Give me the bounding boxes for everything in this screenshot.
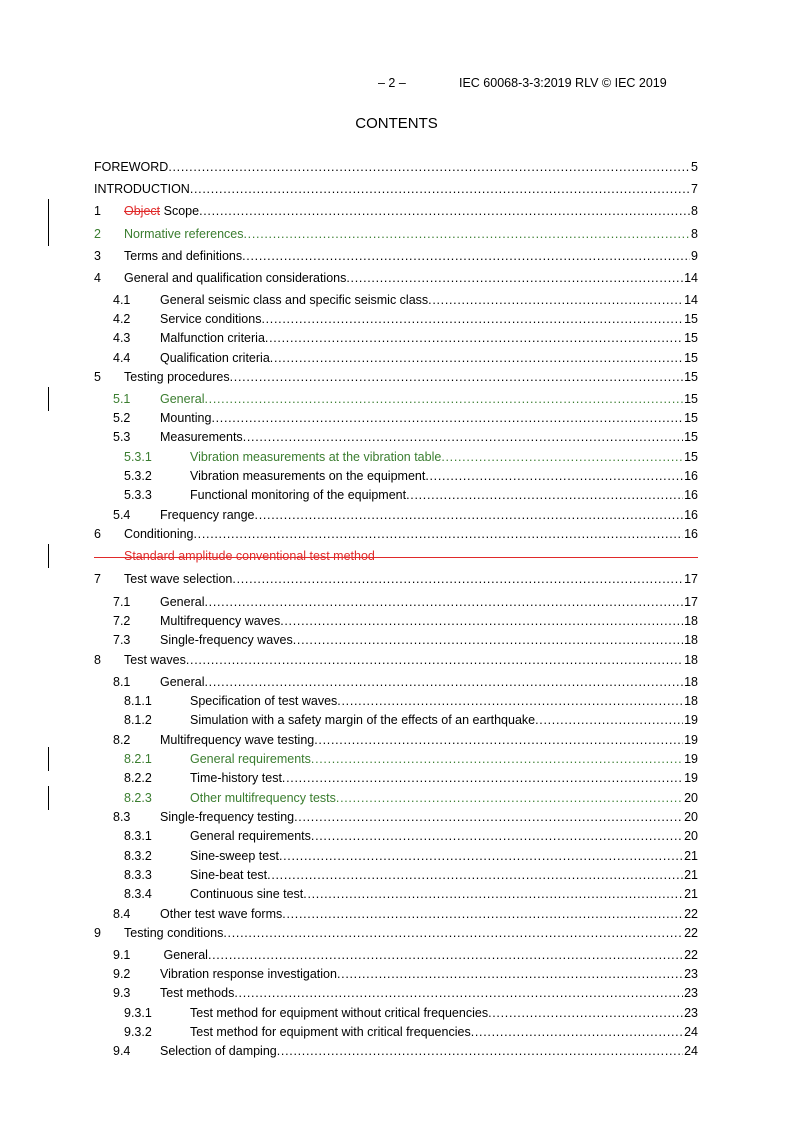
- toc-entry-title: Frequency range: [160, 508, 255, 522]
- leader-dots: [428, 292, 683, 308]
- toc-entry-title: General seismic class and specific seismic class: [160, 293, 429, 307]
- toc-entry-title: Test methods: [160, 986, 235, 1000]
- toc-entry[interactable]: [94, 410, 698, 426]
- toc-entry[interactable]: [94, 712, 698, 728]
- leader-dots: [282, 770, 683, 786]
- toc-entry-number: 8.1.2: [124, 713, 152, 727]
- leader-dots: [425, 468, 683, 484]
- toc-entry-title: Functional monitoring of the equipment: [190, 488, 407, 502]
- leader-dots: [255, 507, 684, 523]
- toc-entry-title: Single-frequency testing: [160, 810, 295, 824]
- toc-entry[interactable]: [94, 571, 698, 587]
- toc-entry-page: 5: [691, 160, 698, 174]
- leader-dots: [488, 1005, 683, 1021]
- toc-entry-page: 18: [684, 614, 698, 628]
- toc-entry-title: Normative references: [124, 227, 244, 241]
- toc-entry[interactable]: [94, 292, 698, 308]
- toc-entry[interactable]: [94, 751, 698, 767]
- toc-entry-page: 22: [684, 926, 698, 940]
- leader-dots: [336, 790, 683, 806]
- leader-dots: [280, 613, 683, 629]
- leader-dots: [204, 674, 683, 690]
- leader-dots: [337, 966, 683, 982]
- toc-entry-page: 18: [684, 653, 698, 667]
- toc-entry-page: 7: [691, 182, 698, 196]
- toc-entry-title: Terms and definitions: [124, 249, 243, 263]
- toc-entry-page: 15: [684, 430, 698, 444]
- toc-entry-title: Other multifrequency tests: [190, 791, 336, 805]
- toc-entry-page: 16: [684, 488, 698, 502]
- change-bar: [48, 786, 49, 810]
- change-bar: [48, 747, 49, 771]
- toc-entry-page: 17: [684, 572, 698, 586]
- toc-entry[interactable]: [94, 867, 698, 883]
- toc-entry[interactable]: [94, 947, 698, 963]
- toc-entry-title: Vibration response investigation: [160, 967, 337, 981]
- toc-entry-title: Vibration measurements at the vibration table: [190, 450, 442, 464]
- toc-entry-number: 8.3.2: [124, 849, 152, 863]
- toc-entry[interactable]: [94, 790, 698, 806]
- toc-entry-number: 5.3.2: [124, 469, 152, 483]
- toc-entry-title: General: [160, 675, 205, 689]
- toc-entry-number: 8.3.3: [124, 868, 152, 882]
- toc-entry-title: Simulation with a safety margin of the effects of an earthquake: [190, 713, 536, 727]
- toc-entry-number: 8.3: [113, 810, 131, 824]
- toc-entry-title: Multifrequency waves: [160, 614, 281, 628]
- toc-entry[interactable]: [94, 468, 698, 484]
- toc-entry[interactable]: [94, 693, 698, 709]
- toc-entry[interactable]: [94, 248, 698, 264]
- leader-dots: [277, 1043, 683, 1059]
- toc-entry-number: 5.1: [113, 392, 131, 406]
- change-bar: [48, 199, 49, 223]
- toc-entry-number: 2: [94, 227, 101, 241]
- leader-dots: [242, 248, 690, 264]
- toc-entry-page: 15: [684, 411, 698, 425]
- toc-entry[interactable]: [94, 203, 698, 219]
- toc-entry[interactable]: [94, 906, 698, 922]
- toc-entry-title: Specification of test waves: [190, 694, 338, 708]
- toc-entry-number: 3: [94, 249, 101, 263]
- toc-entry[interactable]: [94, 1043, 698, 1059]
- toc-entry[interactable]: [94, 1005, 698, 1021]
- toc-entry-deleted-word: Object: [124, 204, 161, 218]
- toc-entry-title: Test waves: [124, 653, 186, 667]
- toc-entry[interactable]: [94, 966, 698, 982]
- toc-entry-number: 9.3.2: [124, 1025, 152, 1039]
- toc-entry-page: 23: [684, 1006, 698, 1020]
- toc-entry-number: 4.3: [113, 331, 131, 345]
- toc-entry-number: 9.3.1: [124, 1006, 152, 1020]
- toc-entry-title: Test wave selection: [124, 572, 233, 586]
- header-document-reference: IEC 60068-3-3:2019 RLV © IEC 2019: [459, 76, 667, 90]
- toc-entry-number: 8.2: [113, 733, 131, 747]
- toc-entry-title: Multifrequency wave testing: [160, 733, 315, 747]
- toc-entry-number: 8.2.2: [124, 771, 152, 785]
- toc-entry-number: 8.3.1: [124, 829, 152, 843]
- toc-entry-title: FOREWORD: [94, 160, 169, 174]
- leader-dots: [303, 886, 683, 902]
- toc-entry-page: 21: [684, 868, 698, 882]
- toc-entry-page: 24: [684, 1044, 698, 1058]
- toc-entry-title: Selection of damping: [160, 1044, 277, 1058]
- toc-entry-number: 5: [94, 370, 101, 384]
- leader-dots: [406, 487, 683, 503]
- toc-entry-page: 22: [684, 948, 698, 962]
- leader-dots: [294, 809, 683, 825]
- toc-entry-number: 9.4: [113, 1044, 131, 1058]
- toc-entry[interactable]: [94, 828, 698, 844]
- toc-entry-page: 18: [684, 633, 698, 647]
- leader-dots: [311, 751, 683, 767]
- toc-entry-page: 21: [684, 849, 698, 863]
- leader-dots: [199, 203, 690, 219]
- toc-entry-page: 19: [684, 771, 698, 785]
- toc-entry[interactable]: [94, 159, 698, 175]
- toc-entry-page: 23: [684, 967, 698, 981]
- toc-entry-page: 16: [684, 508, 698, 522]
- leader-dots: [265, 330, 683, 346]
- toc-entry-title: General: [160, 595, 205, 609]
- toc-entry[interactable]: [94, 732, 698, 748]
- leader-dots: [441, 449, 683, 465]
- leader-dots: [311, 828, 683, 844]
- toc-entry[interactable]: [94, 985, 698, 1001]
- toc-entry-page: 20: [684, 810, 698, 824]
- leader-dots: [204, 594, 683, 610]
- toc-entry-number: 7.3: [113, 633, 131, 647]
- toc-entry[interactable]: [94, 613, 698, 629]
- toc-entry-number: 1: [94, 204, 101, 218]
- toc-entry-page: 15: [684, 370, 698, 384]
- toc-entry[interactable]: [94, 369, 698, 385]
- header-page-number: – 2 –: [378, 76, 406, 90]
- leader-dots: [168, 159, 690, 175]
- toc-entry[interactable]: [94, 181, 698, 197]
- toc-entry-number: 7.1: [113, 595, 131, 609]
- toc-entry-page: 17: [684, 595, 698, 609]
- toc-entry-page: 18: [684, 694, 698, 708]
- toc-entry-title: Test method for equipment without critical frequencies: [190, 1006, 489, 1020]
- leader-dots: [346, 270, 683, 286]
- toc-entry-number: 5.3.1: [124, 450, 152, 464]
- toc-entry-number: 4.4: [113, 351, 131, 365]
- toc-entry-title: Other test wave forms: [160, 907, 283, 921]
- toc-entry-title: Conditioning: [124, 527, 194, 541]
- toc-entry[interactable]: [94, 1024, 698, 1040]
- toc-entry[interactable]: [94, 429, 698, 445]
- toc-entry[interactable]: [94, 809, 698, 825]
- toc-entry-page: 22: [684, 907, 698, 921]
- toc-entry-title: Testing procedures: [124, 370, 230, 384]
- toc-entry-page: 15: [684, 351, 698, 365]
- toc-entry-title: Malfunction criteria: [160, 331, 265, 345]
- toc-entry-number: 8.3.4: [124, 887, 152, 901]
- toc-entry-page: 15: [684, 392, 698, 406]
- toc-entry[interactable]: [94, 526, 698, 542]
- toc-entry-number: 7.2: [113, 614, 131, 628]
- toc-entry-title: Mounting: [160, 411, 212, 425]
- leader-dots: [261, 311, 683, 327]
- toc-entry[interactable]: [94, 925, 698, 941]
- toc-entry-page: 14: [684, 271, 698, 285]
- leader-dots: [244, 226, 691, 242]
- leader-dots: [204, 391, 683, 407]
- toc-entry-number: 6: [94, 527, 101, 541]
- toc-entry-page: 19: [684, 733, 698, 747]
- toc-entry-page: 15: [684, 450, 698, 464]
- leader-dots: [194, 526, 684, 542]
- toc-entry[interactable]: [94, 311, 698, 327]
- leader-dots: [234, 985, 683, 1001]
- leader-dots: [230, 369, 683, 385]
- change-bar: [48, 544, 49, 568]
- toc-entry-number: 8.1.1: [124, 694, 152, 708]
- toc-entry[interactable]: [94, 449, 698, 465]
- toc-entry-number: 5.3.3: [124, 488, 152, 502]
- leader-dots: [471, 1024, 683, 1040]
- toc-entry[interactable]: [94, 391, 698, 407]
- toc-entry-number: 8.2.3: [124, 791, 152, 805]
- toc-entry-title: General: [160, 948, 208, 962]
- leader-dots: [337, 693, 683, 709]
- leader-dots: [535, 712, 683, 728]
- toc-entry-title: Test method for equipment with critical frequencies: [190, 1025, 471, 1039]
- toc-entry-title: Vibration measurements on the equipment: [190, 469, 426, 483]
- toc-entry-page: 15: [684, 331, 698, 345]
- toc-entry-title: Service conditions: [160, 312, 262, 326]
- toc-entry[interactable]: [94, 674, 698, 690]
- toc-entry-title: General and qualification considerations: [124, 271, 347, 285]
- change-bar: [48, 387, 49, 411]
- leader-dots: [314, 732, 683, 748]
- toc-entry-page: 23: [684, 986, 698, 1000]
- toc-entry-title: Sine-beat test: [190, 868, 268, 882]
- leader-dots: [267, 867, 683, 883]
- toc-entry-number: 4: [94, 271, 101, 285]
- leader-dots: [208, 947, 683, 963]
- toc-entry[interactable]: [94, 350, 698, 366]
- toc-entry-page: 18: [684, 675, 698, 689]
- toc-entry-page: 21: [684, 887, 698, 901]
- toc-entry-title: General requirements: [190, 752, 311, 766]
- toc-entry-title: Measurements: [160, 430, 243, 444]
- toc-entry-title: Scope: [163, 204, 200, 218]
- toc-entry-title: Qualification criteria: [160, 351, 270, 365]
- toc-entry[interactable]: [94, 594, 698, 610]
- leader-dots: [293, 632, 683, 648]
- toc-entry-number: 9.1: [113, 948, 131, 962]
- toc-entry-deleted-title: Standard amplitude conventional test method: [124, 549, 375, 563]
- toc-entry-number: 8.2.1: [124, 752, 152, 766]
- toc-entry-page: 24: [684, 1025, 698, 1039]
- toc-entry[interactable]: [94, 848, 698, 864]
- toc-entry-page: 8: [691, 204, 698, 218]
- toc-entry-number: 4.2: [113, 312, 131, 326]
- toc-entry-number: 5.4: [113, 508, 131, 522]
- leader-dots: [190, 181, 690, 197]
- toc-entry-page: 8: [691, 227, 698, 241]
- toc-entry[interactable]: [94, 632, 698, 648]
- toc-entry-page: 19: [684, 752, 698, 766]
- toc-entry[interactable]: [94, 487, 698, 503]
- toc-entry-title: General requirements: [190, 829, 311, 843]
- toc-entry-page: 16: [684, 527, 698, 541]
- toc-entry-page: 20: [684, 829, 698, 843]
- toc-entry-title: Testing conditions: [124, 926, 224, 940]
- toc-entry[interactable]: [94, 548, 698, 564]
- toc-entry-page: 9: [691, 249, 698, 263]
- toc-entry-page: 19: [684, 713, 698, 727]
- leader-dots: [243, 429, 683, 445]
- toc-entry-title: Single-frequency waves: [160, 633, 293, 647]
- toc-entry-title: INTRODUCTION: [94, 182, 190, 196]
- leader-dots: [232, 571, 683, 587]
- toc-entry[interactable]: [94, 226, 698, 242]
- toc-entry[interactable]: [94, 270, 698, 286]
- toc-entry-page: 16: [684, 469, 698, 483]
- page-title: CONTENTS: [355, 115, 438, 132]
- change-bar: [48, 222, 49, 246]
- leader-dots: [270, 350, 683, 366]
- toc-entry-number: 9: [94, 926, 101, 940]
- toc-entry[interactable]: [94, 330, 698, 346]
- leader-dots: [211, 410, 683, 426]
- toc-entry-page: 20: [684, 791, 698, 805]
- toc-entry-number: 7: [94, 572, 101, 586]
- toc-entry[interactable]: [94, 652, 698, 668]
- toc-entry-number: 8.1: [113, 675, 131, 689]
- leader-dots: [223, 925, 683, 941]
- toc-entry-number: 5.2: [113, 411, 131, 425]
- toc-entry-title: Continuous sine test: [190, 887, 304, 901]
- leader-dots: [279, 848, 683, 864]
- toc-entry-number: 8: [94, 653, 101, 667]
- toc-entry-title: Sine-sweep test: [190, 849, 279, 863]
- toc-entry-title: General: [160, 392, 205, 406]
- toc-entry-page: 15: [684, 312, 698, 326]
- toc-entry[interactable]: [94, 770, 698, 786]
- toc-entry-number: 9.2: [113, 967, 131, 981]
- toc-entry-number: 9.3: [113, 986, 131, 1000]
- toc-entry-number: 4.1: [113, 293, 131, 307]
- toc-entry-page: 14: [684, 293, 698, 307]
- toc-entry-title: Time-history test: [190, 771, 282, 785]
- leader-dots: [282, 906, 683, 922]
- deletion-strikethrough: [94, 557, 698, 558]
- toc-entry-number: 8.4: [113, 907, 131, 921]
- toc-entry-number: 5.3: [113, 430, 131, 444]
- leader-dots: [186, 652, 683, 668]
- toc-entry[interactable]: [94, 886, 698, 902]
- toc-entry[interactable]: [94, 507, 698, 523]
